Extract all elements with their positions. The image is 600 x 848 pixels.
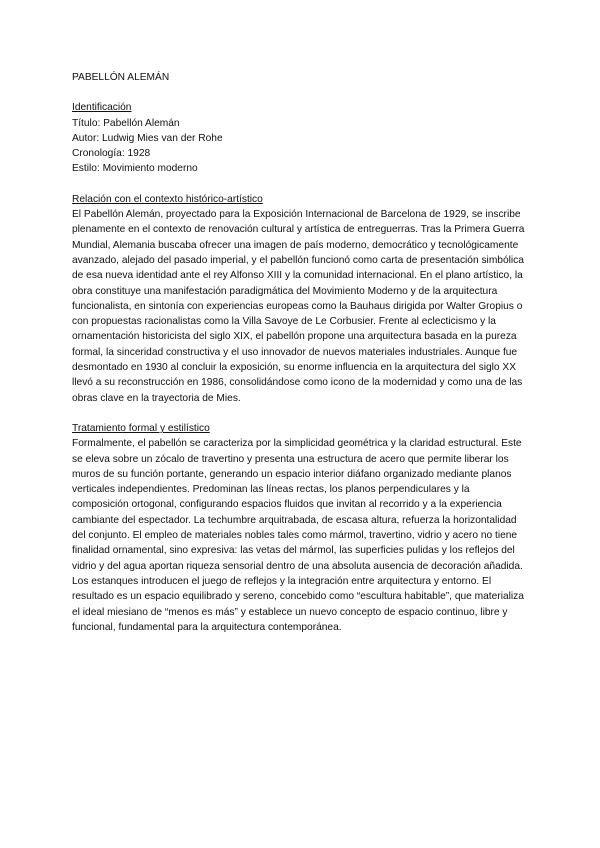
context-heading: Relación con el contexto histórico-artístico bbox=[72, 193, 263, 205]
context-paragraph: El Pabellón Alemán, proyectado para la Exposición Internacional de Barcelona de 1929, se inscribe plenamente en el contexto de renovación cultural y artística de entreguerras. Tras la Primera Guerra Mundial, Alemania buscaba ofrecer una imagen de país moderno, democrático y tecnológicamente avanzado, alejado del pasado imperial, y el pabellón funcionó como carta de presentación simbólica de esa nueva identidad ante el rey Alfonso XIII y la comunidad internacional. En el plano artístico, la obra constituye una manifestación paradigmática del Movimiento Moderno y de la arquitectura funcionalista, en sintonía con experiencias europeas como la Bauhaus dirigida por Walter Gropius o con propuestas racionalistas como la Villa Savoye de Le Corbusier. Frente al eclecticismo y la ornamentación historicista del siglo XIX, el pabellón propone una arquitectura basada en la pureza formal, la sinceridad constructiva y el uso innovador de nuevos materiales industriales. Aunque fue desmontado en 1930 al concluir la exposición, su enorme influencia en la arquitectura del siglo XX llevó a su reconstrucción en 1986, consolidándose como icono de la modernidad y como una de las obras clave en la trayectoria de Mies. bbox=[72, 209, 525, 404]
chronology-field: Cronología: 1928 bbox=[72, 148, 151, 160]
title-field: Título: Pabellón Alemán bbox=[72, 117, 180, 129]
identification-heading: Identificación bbox=[72, 102, 132, 114]
document-title: PABELLÓN ALEMÁN bbox=[72, 72, 170, 83]
formal-paragraph: Formalmente, el pabellón se caracteriza por la simplicidad geométrica y la claridad estructural. Este se eleva sobre un zócalo de travertino y presenta una estructura de acero que permite liberar los muros de su función portante, generando un espacio interior diáfano organizado mediante planos verticales independientes. Predominan las líneas rectas, los planos perpendiculares y la composición ortogonal, configurando espacios fluidos que invitan al recorrido y a la experiencia cambiante del espectador. La techumbre arquitrabada, de escasa altura, refuerza la horizontalidad del conjunto. El empleo de materiales nobles tales como mármol, travertino, vidrio y acero no tiene finalidad ornamental, sino expresiva: las vetas del mármol, las superficies pulidas y los reflejos del vidrio y del agua aportan riqueza sensorial dentro de una absoluta ausencia de decoración añadida. Los estanques introducen el juego de reflejos y la integración entre arquitectura y entorno. El resultado es un espacio equilibrado y sereno, concebido como “escultura habitable”, que materializa el ideal miesiano de “menos es más” y establece un nuevo concepto de espacio continuo, libre y funcional, fundamental para la arquitectura contemporánea. bbox=[72, 438, 524, 633]
formal-heading: Tratamiento formal y estilístico bbox=[72, 422, 210, 434]
author-field: Autor: Ludwig Mies van der Rohe bbox=[72, 132, 223, 144]
document-page bbox=[72, 70, 528, 650]
identification-fields bbox=[72, 116, 528, 177]
style-field: Estilo: Movimiento moderno bbox=[72, 163, 198, 175]
